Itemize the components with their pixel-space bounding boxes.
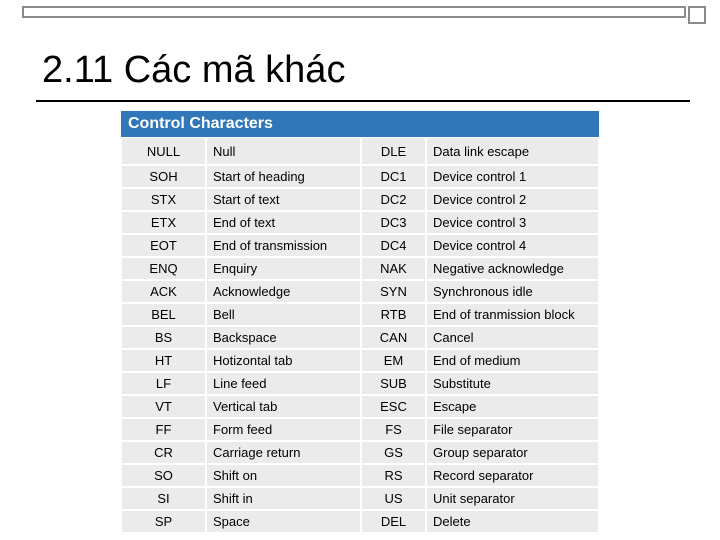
control-code-cell: RS — [361, 464, 426, 487]
table-row — [121, 487, 599, 510]
table-row — [121, 418, 599, 441]
control-code-cell: FS — [361, 418, 426, 441]
title-underline — [36, 100, 690, 102]
description-cell: Unit separator — [426, 487, 599, 510]
control-code-cell: VT — [121, 395, 206, 418]
control-code-cell: DC4 — [361, 234, 426, 257]
description-cell: Bell — [206, 303, 361, 326]
description-cell: End of tranmission block — [426, 303, 599, 326]
control-code-cell: HT — [121, 349, 206, 372]
description-cell: Group separator — [426, 441, 599, 464]
table-row — [121, 349, 599, 372]
description-cell: Start of text — [206, 188, 361, 211]
description-cell: Escape — [426, 395, 599, 418]
description-cell: Synchronous idle — [426, 280, 599, 303]
control-code-cell: DLE — [361, 137, 426, 165]
slide-title: 2.11 Các mã khác — [42, 49, 346, 91]
description-cell: Shift in — [206, 487, 361, 510]
control-code-cell: EOT — [121, 234, 206, 257]
control-code-cell: ETX — [121, 211, 206, 234]
description-cell: End of medium — [426, 349, 599, 372]
description-cell: Data link escape — [426, 137, 599, 165]
table-row — [121, 441, 599, 464]
control-code-cell: SUB — [361, 372, 426, 395]
control-characters-table — [121, 137, 599, 533]
control-code-cell: US — [361, 487, 426, 510]
control-characters-table-container — [121, 137, 599, 533]
description-cell: Vertical tab — [206, 395, 361, 418]
table-row — [121, 303, 599, 326]
description-cell: Backspace — [206, 326, 361, 349]
description-cell: Record separator — [426, 464, 599, 487]
description-cell: Cancel — [426, 326, 599, 349]
description-cell: End of text — [206, 211, 361, 234]
table-row — [121, 137, 599, 165]
description-cell: Device control 1 — [426, 165, 599, 188]
control-code-cell: GS — [361, 441, 426, 464]
description-cell: Acknowledge — [206, 280, 361, 303]
description-cell: End of transmission — [206, 234, 361, 257]
control-code-cell: SO — [121, 464, 206, 487]
description-cell: Space — [206, 510, 361, 533]
control-code-cell: FF — [121, 418, 206, 441]
control-code-cell: DC3 — [361, 211, 426, 234]
control-code-cell: RTB — [361, 303, 426, 326]
table-body — [121, 137, 599, 533]
table-row — [121, 395, 599, 418]
control-code-cell: NAK — [361, 257, 426, 280]
description-cell: Substitute — [426, 372, 599, 395]
table-row — [121, 372, 599, 395]
control-code-cell: STX — [121, 188, 206, 211]
control-code-cell: SP — [121, 510, 206, 533]
description-cell: Shift on — [206, 464, 361, 487]
control-code-cell: ENQ — [121, 257, 206, 280]
control-code-cell: SYN — [361, 280, 426, 303]
control-code-cell: BEL — [121, 303, 206, 326]
table-header: Control Characters — [121, 111, 599, 137]
description-cell: Carriage return — [206, 441, 361, 464]
table-row — [121, 326, 599, 349]
description-cell: Null — [206, 137, 361, 165]
description-cell: Start of heading — [206, 165, 361, 188]
table-row — [121, 165, 599, 188]
table-row — [121, 464, 599, 487]
control-code-cell: ACK — [121, 280, 206, 303]
table-row — [121, 280, 599, 303]
description-cell: Enquiry — [206, 257, 361, 280]
control-code-cell: CR — [121, 441, 206, 464]
description-cell: Device control 3 — [426, 211, 599, 234]
control-code-cell: DEL — [361, 510, 426, 533]
description-cell: Delete — [426, 510, 599, 533]
description-cell: Line feed — [206, 372, 361, 395]
decorative-top-square — [688, 6, 706, 24]
control-code-cell: BS — [121, 326, 206, 349]
description-cell: Negative acknowledge — [426, 257, 599, 280]
description-cell: Form feed — [206, 418, 361, 441]
decorative-top-bar — [22, 6, 686, 18]
description-cell: Device control 4 — [426, 234, 599, 257]
control-code-cell: DC1 — [361, 165, 426, 188]
table-row — [121, 257, 599, 280]
control-code-cell: CAN — [361, 326, 426, 349]
table-row — [121, 510, 599, 533]
table-row — [121, 211, 599, 234]
control-code-cell: EM — [361, 349, 426, 372]
control-code-cell: SOH — [121, 165, 206, 188]
control-code-cell: LF — [121, 372, 206, 395]
control-code-cell: SI — [121, 487, 206, 510]
control-code-cell: ESC — [361, 395, 426, 418]
description-cell: File separator — [426, 418, 599, 441]
table-row — [121, 234, 599, 257]
description-cell: Device control 2 — [426, 188, 599, 211]
description-cell: Hotizontal tab — [206, 349, 361, 372]
control-code-cell: DC2 — [361, 188, 426, 211]
control-code-cell: NULL — [121, 137, 206, 165]
table-row — [121, 188, 599, 211]
